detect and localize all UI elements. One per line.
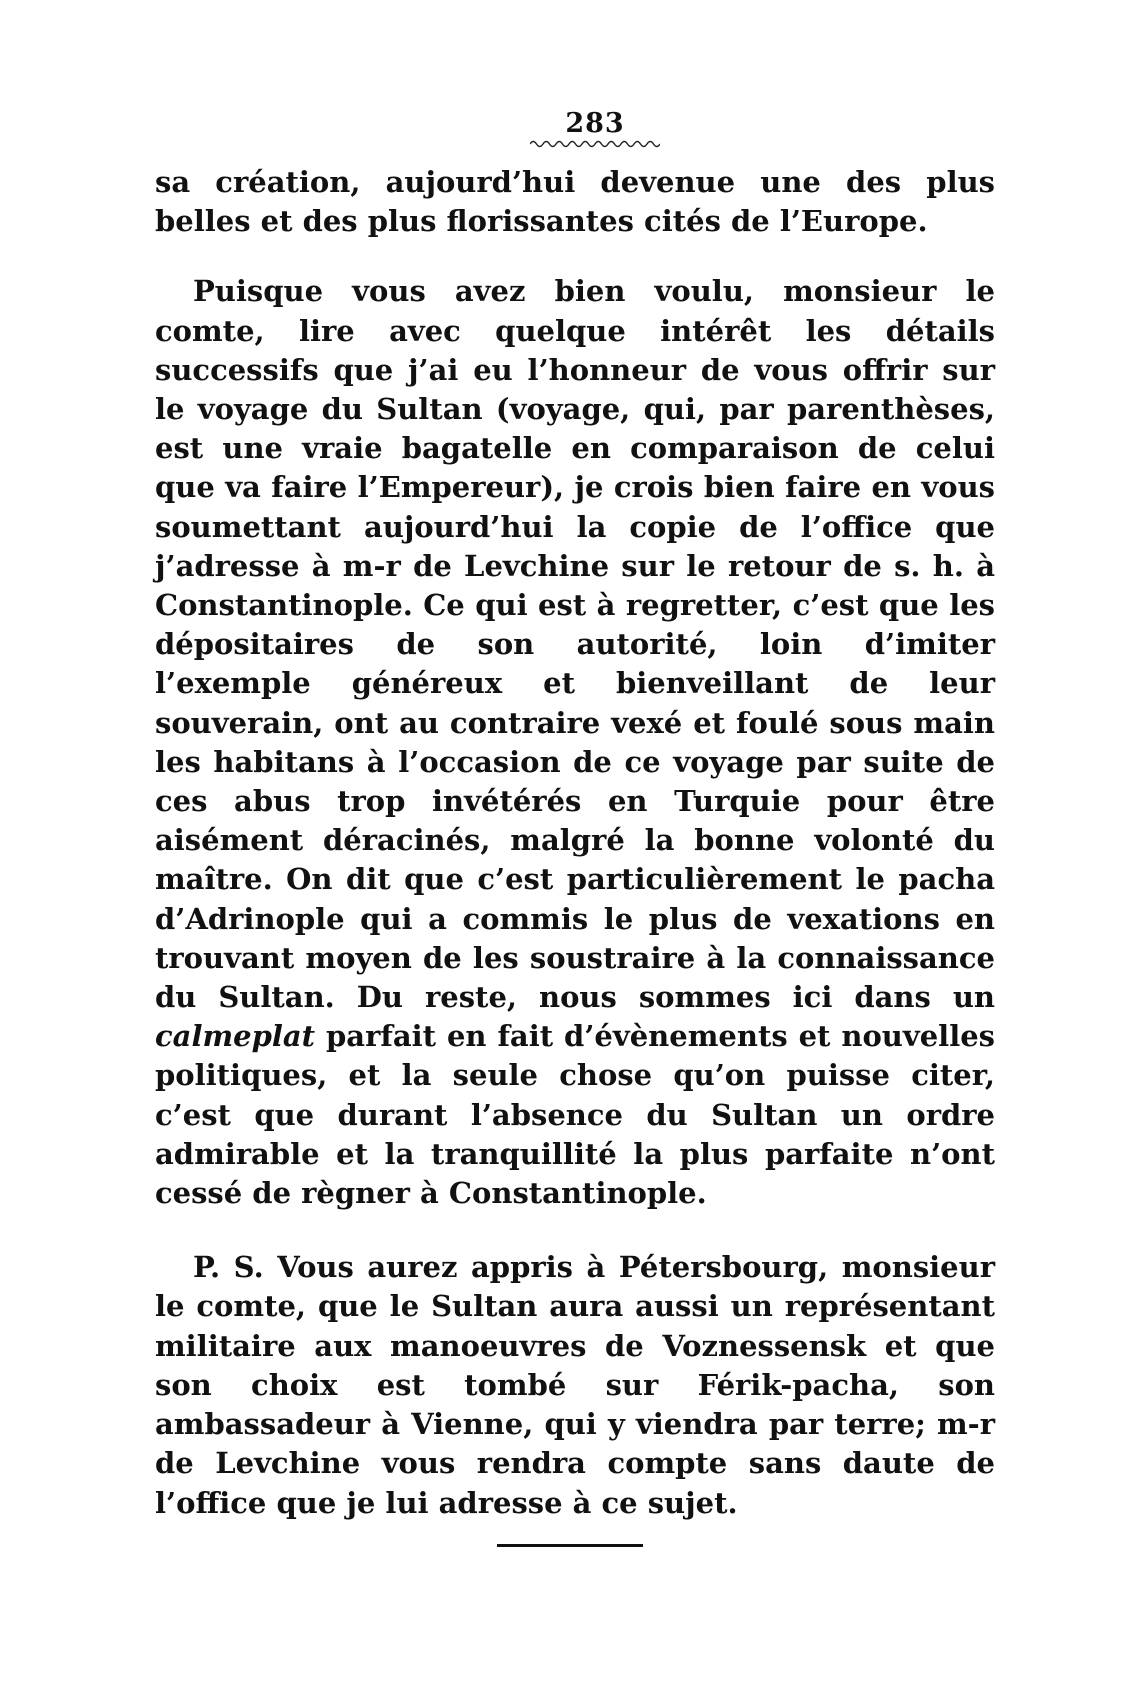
italic-word: calmeplat	[155, 1019, 316, 1054]
paragraph-main	[155, 272, 995, 1213]
document-page	[155, 108, 995, 1523]
paragraph-main-text-b: parfait en fait d’évènements et nouvelles politiques, et la seule chose qu’on puisse citer, c’est que durant l’absence du Sultan un ordre admirable et la tranquillité la plus parfaite n’ont cessé de règner à Constantinople.	[155, 1019, 995, 1211]
wavy-underline-ornament	[530, 139, 660, 149]
closing-rule	[497, 1544, 643, 1547]
paragraph-postscript: P. S. Vous aurez appris à Pétersbourg, monsieur le comte, que le Sultan aura aussi un représentant militaire aux manoeuvres de Voznessensk et que son choix est tombé sur Férik-pacha, son ambassadeur à Vienne, qui y viendra par terre; m-r de Levchine vous rendra compte sans daute de l’office que je lui adresse à ce sujet.	[155, 1250, 995, 1520]
page-number: 283	[565, 108, 625, 139]
paragraph-continuation: sa création, aujourd’hui devenue une des plus belles et des plus florissantes cités de l’Europe.	[155, 165, 995, 239]
paragraph-main-text-a: Puisque vous avez bien voulu, monsieur le comte, lire avec quelque intérêt les détails successifs que j’ai eu l’honneur de vous offrir sur le voyage du Sultan (voyage, qui, par parenthèses, est une vraie bagatelle en comparaison de celui que va faire l’Empereur), je crois bien faire en vous soumettant aujourd’hui la copie de l’office que j’adresse à m-r de Levchine sur le retour de s. h. à Constantinople. Ce qui est à regretter, c’est que les dépositaires de son autorité, loin d’imiter l’exemple généreux et bienveillant de leur souverain, ont au contraire vexé et foulé sous main les habitans à l’occasion de ce voyage par suite de ces abus trop invétérés en Turquie pour être aisément déracinés, malgré la bonne volonté du maître. On dit que c’est particulièrement le pacha d’Adrinople qui a commis le plus de vexations en trouvant moyen de les soustraire à la connaissance du Sultan. Du reste, nous sommes ici dans un	[155, 274, 995, 1015]
